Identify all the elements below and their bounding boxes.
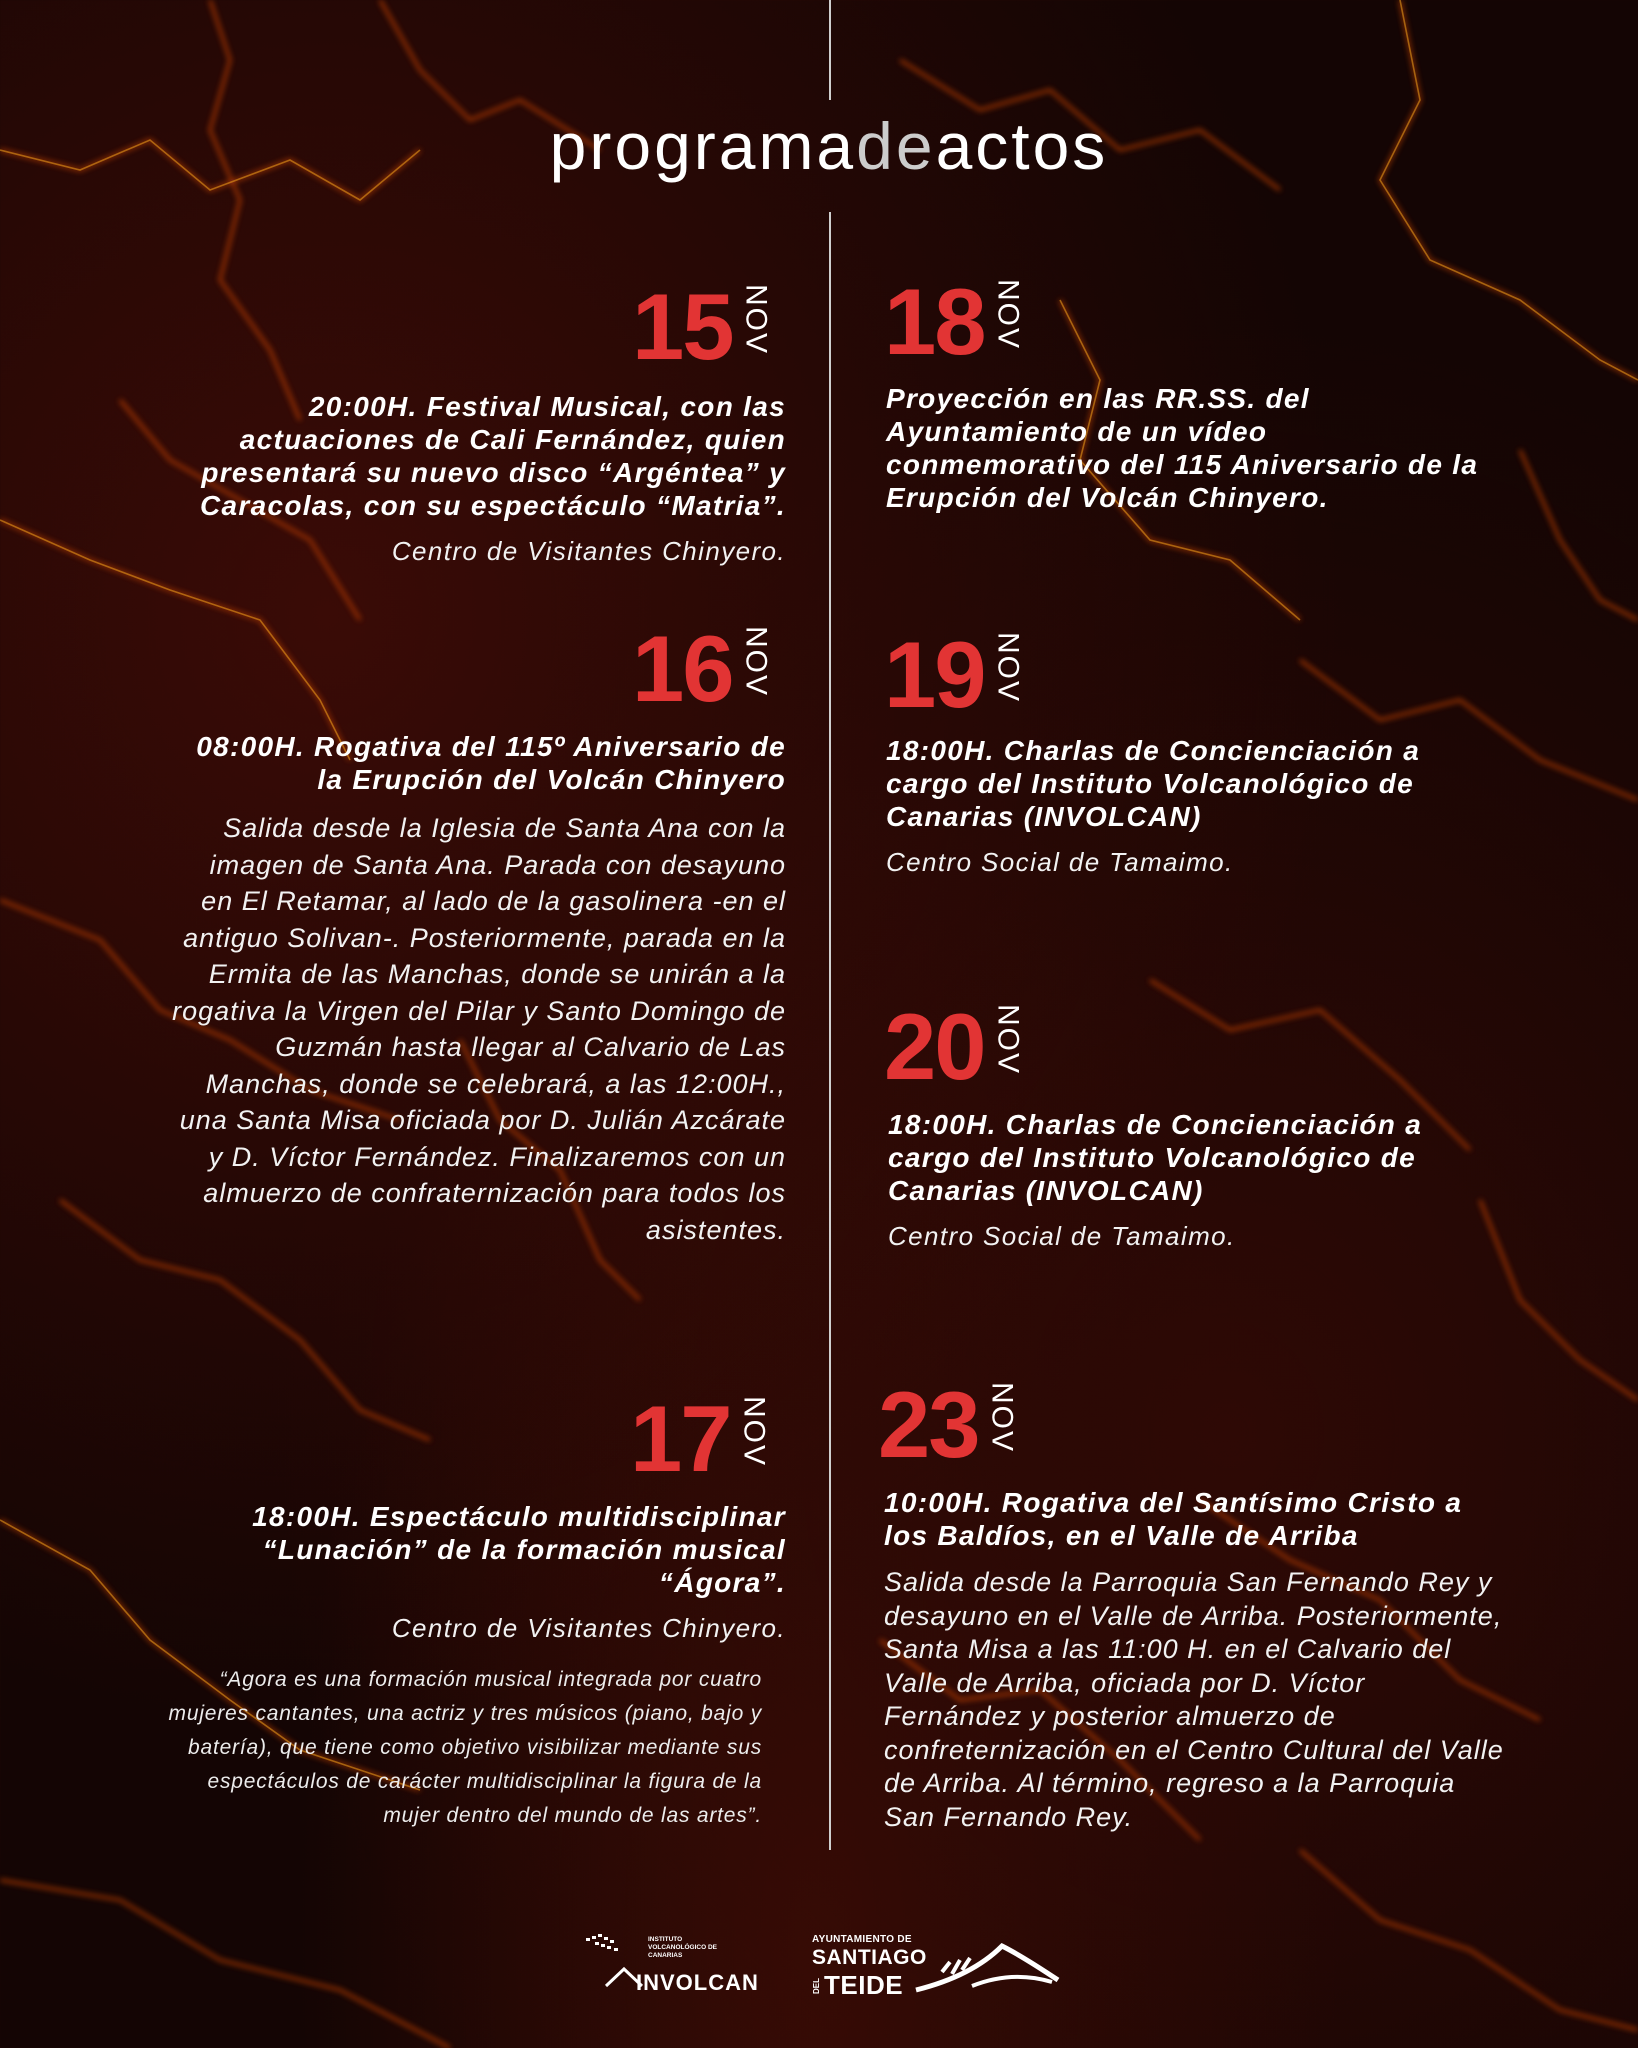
date-18-nov (884, 269, 1025, 374)
page-title (0, 108, 1638, 184)
month-label: NOV (739, 626, 773, 698)
day-number: 15 (632, 274, 733, 379)
title-programa: programa (549, 109, 857, 183)
event-headline: 18:00H. Espectáculo multidisciplinar “Lunación” de la formación musical “Ágora”. (252, 1501, 786, 1598)
event-description: Salida desde la Iglesia de Santa Ana con la imagen de Santa Ana. Parada con desayuno en El Retamar, al lado de la gasolinera -en el antiguo Solivan-. Posteriormente, parada en la Ermita de las Manchas, donde se unirán a la rogativa la Virgen del Pilar y Santo Domingo de Guzmán hasta llegar al Calvario de Las Manchas, donde se celebrará, a las 12:00H., una Santa Misa oficiada por D. Julián Azcárate y D. Víctor Fernández. Finalizaremos con un almuerzo de confraternización para todos los asistentes. (172, 813, 786, 1245)
date-23-nov (878, 1372, 1019, 1477)
event-18-nov (886, 382, 1496, 514)
involcan-text: INVOLCAN (636, 1970, 759, 1995)
date-16-nov (632, 616, 773, 721)
month-label: NOV (991, 632, 1025, 704)
date-17-nov (630, 1386, 771, 1491)
event-23-nov (884, 1486, 1504, 1834)
event-place: Centro de Visitantes Chinyero. (391, 1613, 786, 1643)
month-label: NOV (985, 1382, 1019, 1454)
event-headline: 20:00H. Festival Musical, con las actuaciones de Cali Fernández, quien presentará su nuevo disco “Argéntea” y Caracolas, con su espectáculo “Matria”. (199, 391, 786, 521)
del-text: DEL (812, 1978, 821, 1994)
day-number: 23 (878, 1372, 979, 1477)
event-headline: 10:00H. Rogativa del Santísimo Cristo a los Baldíos, en el Valle de Arriba (884, 1487, 1463, 1551)
teide-text: TEIDE (824, 1970, 904, 2000)
event-place: Centro Social de Tamaimo. (886, 847, 1234, 877)
event-headline: 18:00H. Charlas de Concienciación a cargo del Instituto Volcanológico de Canarias (INVOLCAN) (888, 1109, 1423, 1206)
teide-mountain-icon (912, 1936, 1062, 1996)
event-20-nov (888, 1108, 1488, 1253)
month-label: NOV (737, 1396, 771, 1468)
ayuntamiento-text: AYUNTAMIENTO DE (812, 1934, 912, 1945)
event-19-nov (886, 734, 1486, 879)
date-15-nov (632, 274, 773, 379)
divider-main (829, 212, 831, 1850)
event-place: Centro Social de Tamaimo. (888, 1221, 1236, 1251)
event-headline: Proyección en las RR.SS. del Ayuntamiento de un vídeo conmemorativo del 115 Aniversario de la Erupción del Volcán Chinyero. (886, 383, 1479, 513)
day-number: 19 (884, 622, 985, 727)
day-number: 18 (884, 269, 985, 374)
month-label: NOV (991, 1004, 1025, 1076)
day-number: 20 (884, 994, 985, 1099)
date-19-nov (884, 622, 1025, 727)
date-20-nov (884, 994, 1025, 1099)
event-description: Salida desde la Parroquia San Fernando Rey y desayuno en el Valle de Arriba. Posteriormente, Santa Misa a las 11:00 H. en el Calvario del Valle de Arriba, oficiada por D. Víctor Fernández y posterior almuerzo de confreternización en el Centro Cultural del Valle de Arriba. Al término, regreso a la Parroquia San Fernando Rey. (884, 1567, 1504, 1832)
involcan-logo (586, 1934, 776, 1994)
event-17-nov (168, 1500, 786, 1833)
event-headline: 08:00H. Rogativa del 115º Aniversario de la Erupción del Volcán Chinyero (196, 731, 786, 795)
month-label: NOV (991, 279, 1025, 351)
day-number: 16 (632, 616, 733, 721)
day-number: 17 (630, 1386, 731, 1491)
event-headline: 18:00H. Charlas de Concienciación a cargo del Instituto Volcanológico de Canarias (INVOLCAN) (886, 735, 1421, 832)
involcan-mark-icon (586, 1934, 626, 1960)
title-actos: actos (935, 109, 1109, 183)
involcan-small-text: INSTITUTO VOLCANOLÓGICO DE CANARIAS (648, 1936, 717, 1959)
title-de: de (856, 109, 936, 183)
event-place: Centro de Visitantes Chinyero. (391, 536, 786, 566)
event-quote: “Agora es una formación musical integrada por cuatro mujeres cantantes, una actriz y tres músicos (piano, bajo y batería), que tiene como objetivo visibilizar mediante sus espectáculos de carácter multidisciplinar la figura de la mujer dentro del mundo de las artes”. (168, 1668, 762, 1827)
santiago-del-teide-logo (812, 1934, 1072, 2000)
month-label: NOV (739, 284, 773, 356)
event-16-nov (170, 730, 786, 1248)
divider-top (829, 0, 831, 100)
santiago-text: SANTIAGO (812, 1946, 927, 1969)
event-15-nov (150, 390, 786, 568)
